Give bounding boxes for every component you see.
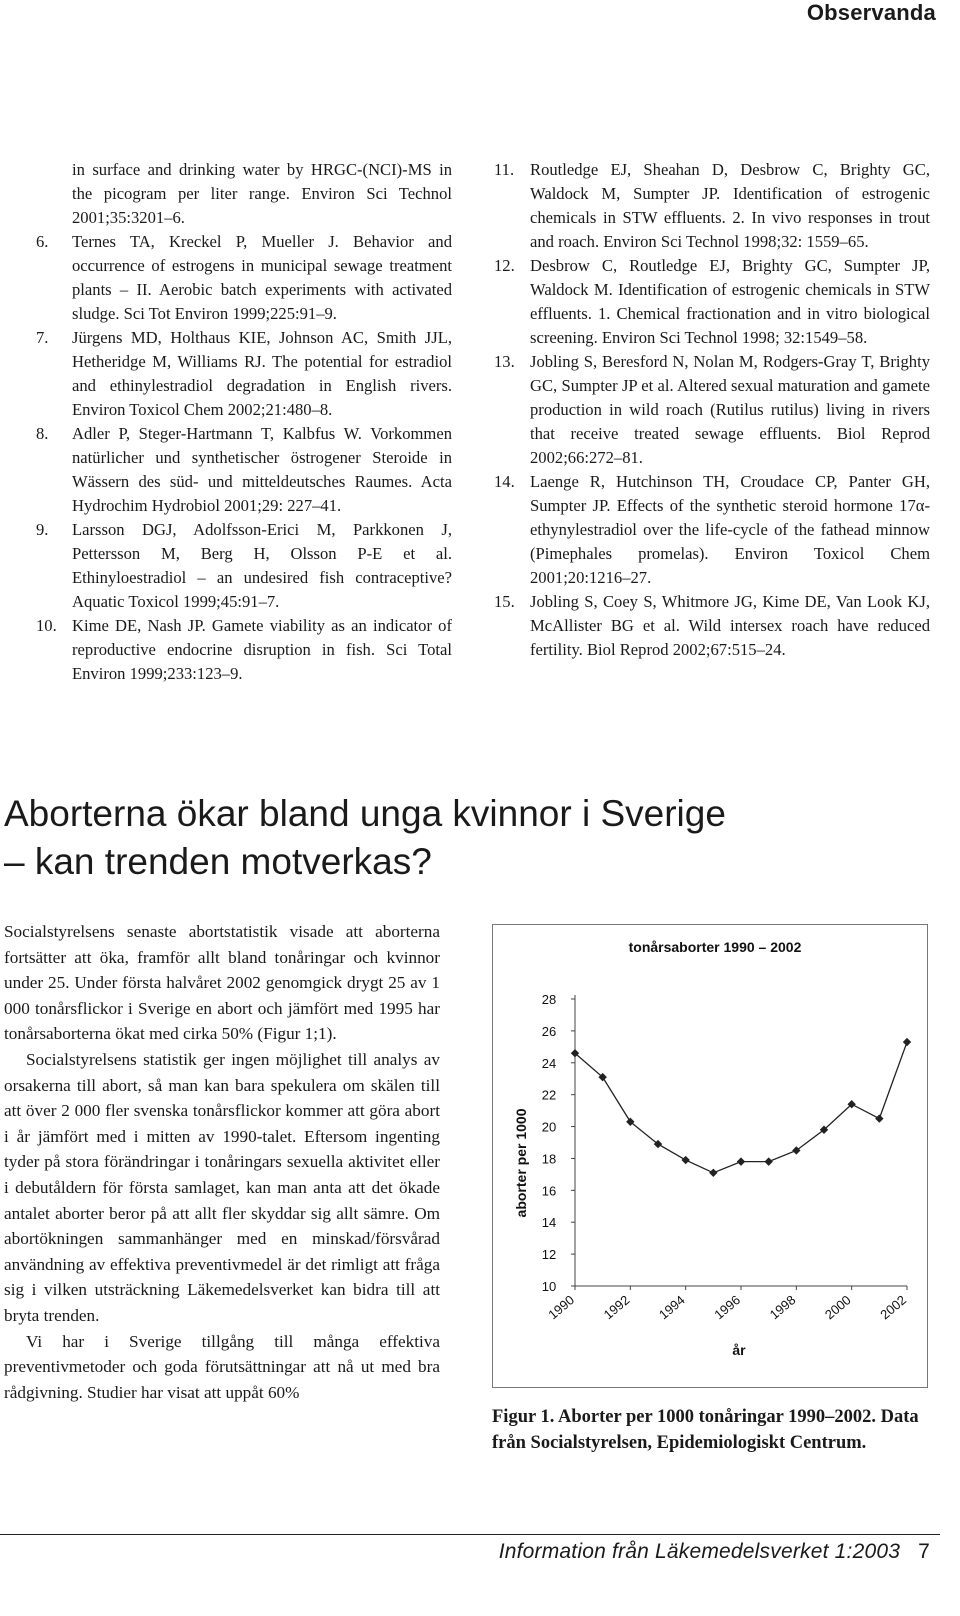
reference-text: Jobling S, Beresford N, Nolan M, Rodgers-Gray T, Brighty GC, Sumpter JP et al. Altered sexual maturation and gamete production in wild roach (Rutilus rutilus) living in rivers that receive treated sewage effluents. Biol Reprod 2002;66:272–81. <box>530 352 930 467</box>
reference-number: 13. <box>494 352 515 371</box>
reference-item <box>494 470 930 590</box>
y-tick-label: 26 <box>541 1023 557 1039</box>
reference-item <box>36 614 452 686</box>
x-tick-label: 2000 <box>821 1292 854 1323</box>
reference-number: 6. <box>36 232 49 251</box>
reference-number: 11. <box>494 160 515 179</box>
y-axis-title: aborter per 1000 <box>513 1108 529 1218</box>
reference-text: Larsson DGJ, Adolfsson-Erici M, Parkkonen J, Pettersson M, Berg H, Olsson P-E et al. Ethinyloestradiol – an undesired fish contraceptive? Aquatic Toxicol 1999;45:91–7. <box>72 520 452 611</box>
reference-item <box>36 518 452 614</box>
article-body <box>4 919 440 1405</box>
y-tick-label: 18 <box>541 1151 557 1167</box>
x-tick-label: 1992 <box>600 1292 633 1323</box>
reference-text: in surface and drinking water by HRGC-(NCI)-MS in the picogram per liter range. Environ Sci Technol 2001;35:3201–6. <box>72 160 452 227</box>
y-tick-label: 22 <box>541 1087 557 1103</box>
x-axis-title: år <box>732 1342 746 1358</box>
series-line <box>575 1042 907 1173</box>
y-tick-label: 20 <box>541 1119 557 1135</box>
chart-title: tonårsaborter 1990 – 2002 <box>628 939 802 955</box>
data-point <box>681 1156 689 1164</box>
headline-line-2: – kan trenden motverkas? <box>4 841 432 882</box>
footer-divider <box>0 1534 940 1535</box>
data-point <box>709 1169 717 1177</box>
x-tick-label: 2002 <box>877 1292 910 1323</box>
reference-text: Jobling S, Coey S, Whitmore JG, Kime DE, Van Look KJ, McAllister BG et al. Wild intersex roach have reduced fertility. Biol Reprod 2002;67:515–24. <box>530 592 930 659</box>
reference-number: 15. <box>494 592 515 611</box>
y-tick-label: 16 <box>541 1183 557 1199</box>
y-tick-label: 24 <box>541 1055 557 1071</box>
figure-caption: Figur 1. Aborter per 1000 tonåringar 1990–2002. Data från Socialstyrelsen, Epidemiologiskt Centrum. <box>492 1407 919 1453</box>
publication-name: Information från Läkemedelsverket 1:2003 <box>498 1540 901 1563</box>
article-headline <box>4 790 904 886</box>
paragraph: Socialstyrelsens statistik ger ingen möjlighet till analys av orsakerna till abort, så man kan bara spekulera om skälen till att över 2 000 fler svenska tonårsflickor kommer att göra abort i år jämfört med i mitten av 1990-talet. Eftersom ingenting tyder på stora förändringar i tonåringars sexuella aktivitet eller i debutåldern för första samlaget, kan man anta att det ökade antalet aborter beror på att allt fler skyddar sig allt sämre. Om abortökningen sammanhänger med en minskad/försvårad användning av effektiva preventivmedel är det rimligt att fråga sig i vilken utsträckning Läkemedelsverket kan bidra till att bryta trenden. <box>4 1049 440 1325</box>
reference-item <box>494 590 930 662</box>
x-tick-label: 1990 <box>545 1292 578 1323</box>
reference-text: Laenge R, Hutchinson TH, Croudace CP, Panter GH, Sumpter JP. Effects of the synthetic steroid hormone 17α-ethynylestradiol over the life-cycle of the fathead minnow (Pimephales promelas). Environ Toxicol Chem 2001;20:1216–27. <box>530 472 930 587</box>
data-point <box>903 1038 911 1046</box>
y-tick-label: 10 <box>541 1279 557 1294</box>
headline-line-1: Aborterna ökar bland unga kvinnor i Sverige <box>4 793 726 834</box>
section-label: Observanda <box>806 0 936 25</box>
reference-number: 9. <box>36 520 49 539</box>
page-number: 7 <box>918 1540 930 1563</box>
reference-number: 10. <box>36 616 57 635</box>
reference-item <box>36 326 452 422</box>
reference-text: Jürgens MD, Holthaus KIE, Johnson AC, Smith JJL, Hetheridge M, Williams RJ. The potential for estradiol and ethinylestradiol degradation in English rivers. Environ Toxicol Chem 2002;21:480–8. <box>72 328 452 419</box>
reference-item <box>36 158 452 230</box>
x-tick-label: 1998 <box>766 1292 799 1323</box>
reference-text: Desbrow C, Routledge EJ, Brighty GC, Sumpter JP, Waldock M. Identification of estrogenic chemicals in STW effluents. 1. Chemical fractionation and in vitro biological screening. Environ Sci Technol 1998; 32:1549–58. <box>530 256 930 347</box>
reference-text: Kime DE, Nash JP. Gamete viability as an indicator of reproductive endocrine disruption in fish. Sci Total Environ 1999;233:123–9. <box>72 616 452 683</box>
reference-number: 8. <box>36 424 49 443</box>
y-tick-label: 12 <box>541 1247 557 1263</box>
reference-number: 14. <box>494 472 515 491</box>
reference-item <box>36 422 452 518</box>
figure-chart <box>492 924 928 1388</box>
y-tick-label: 28 <box>541 992 557 1007</box>
y-tick-label: 14 <box>541 1215 557 1231</box>
references-left-column <box>36 158 452 686</box>
reference-item <box>494 158 930 254</box>
data-point <box>875 1114 883 1122</box>
line-chart <box>493 925 927 1387</box>
reference-number: 12. <box>494 256 515 275</box>
reference-item <box>494 350 930 470</box>
paragraph: Vi har i Sverige tillgång till många effektiva preventivmetoder och goda förutsättningar att nå ut med bra rådgivning. Studier har visat att uppåt 60% <box>4 1331 440 1402</box>
data-point <box>737 1157 745 1165</box>
reference-text: Routledge EJ, Sheahan D, Desbrow C, Brighty GC, Waldock M, Sumpter JP. Identification of estrogenic chemicals in STW effluents. 2. In vivo responses in trout and roach. Environ Sci Technol 1998;32: 1559–65. <box>530 160 930 251</box>
reference-text: Ternes TA, Kreckel P, Mueller J. Behavior and occurrence of estrogens in municipal sewage treatment plants – II. Aerobic batch experiments with activated sludge. Sci Tot Environ 1999;225:91–9. <box>72 232 452 323</box>
reference-item <box>494 254 930 350</box>
footer <box>499 1540 930 1564</box>
x-tick-label: 1994 <box>655 1292 688 1323</box>
x-tick-label: 1996 <box>711 1292 744 1323</box>
paragraph: Socialstyrelsens senaste abortstatistik visade att aborterna fortsätter att öka, framför allt bland tonåringar och kvinnor under 25. Under första halvåret 2002 genomgick drygt 25 av 1 000 tonårsflickor i Sverige en abort och jämfört med 1995 har tonårsaborterna ökat med cirka 50% (Figur 1;1). <box>4 922 440 1044</box>
data-point <box>764 1157 772 1165</box>
reference-number: 7. <box>36 328 49 347</box>
reference-item <box>36 230 452 326</box>
references-right-column <box>494 158 930 662</box>
reference-text: Adler P, Steger-Hartmann T, Kalbfus W. Vorkommen natürlicher und synthetischer östrogener Steroide in Wässern des süd- und mitteldeutsches Raumes. Acta Hydrochim Hydrobiol 2001;29: 227–41. <box>72 424 452 515</box>
